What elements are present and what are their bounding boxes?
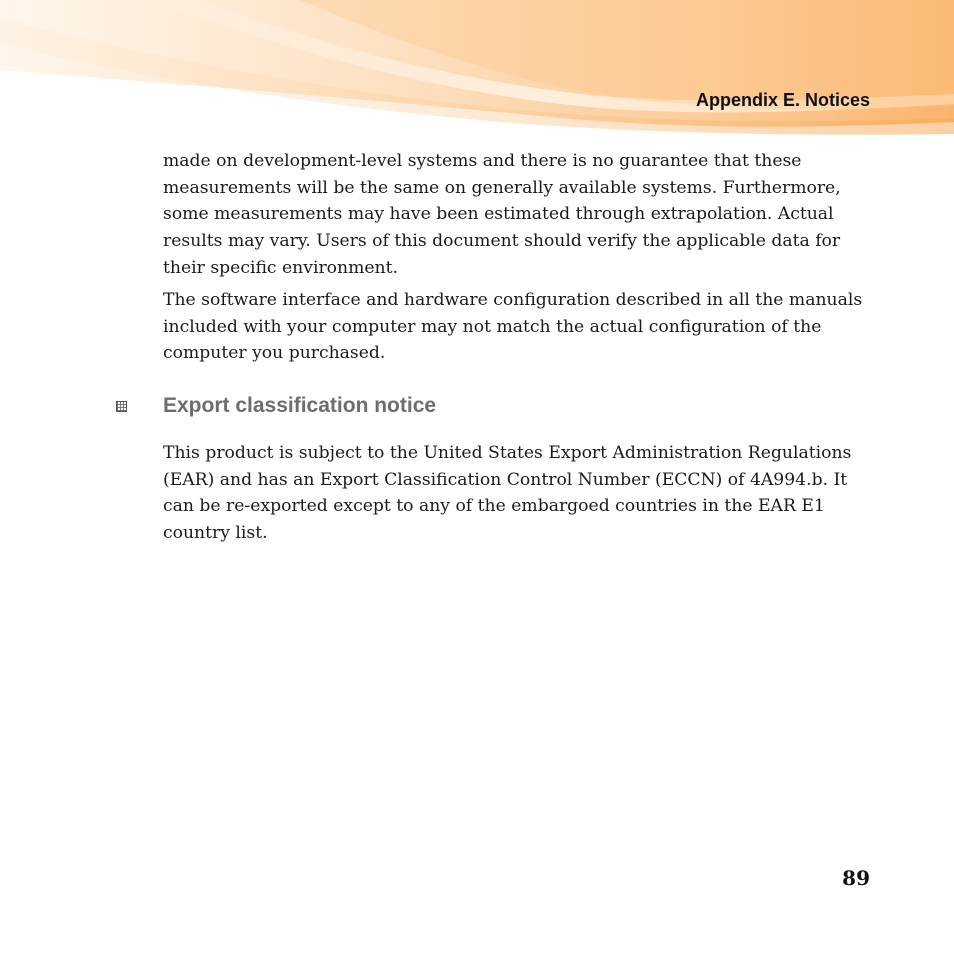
paragraph-measurements: made on development-level systems and there is no guarantee that these measurements will be the same on generally available systems. Furthermore, some measurements may have been estimated through extrapolation. Actual results may vary. Users of this document should verify the applicable data for their specific environment. [163,151,841,278]
page-number: 89 [842,866,870,890]
section-heading: Export classification notice [163,394,437,417]
header-decoration [0,0,954,140]
running-header: Appendix E. Notices [695,90,870,110]
bullet-square-icon [116,401,127,412]
paragraph-export-classification: This product is subject to the United States Export Administration Regulations (EAR) and has an Export Classification Control Number (ECCN) of 4A994.b. It can be re-exported except to any of the embargoed countries in the EAR E1 country list. [163,443,852,544]
paragraph-software-interface: The software interface and hardware configuration described in all the manuals included with your computer may not match the actual configuration of the computer you purchased. [163,290,863,364]
